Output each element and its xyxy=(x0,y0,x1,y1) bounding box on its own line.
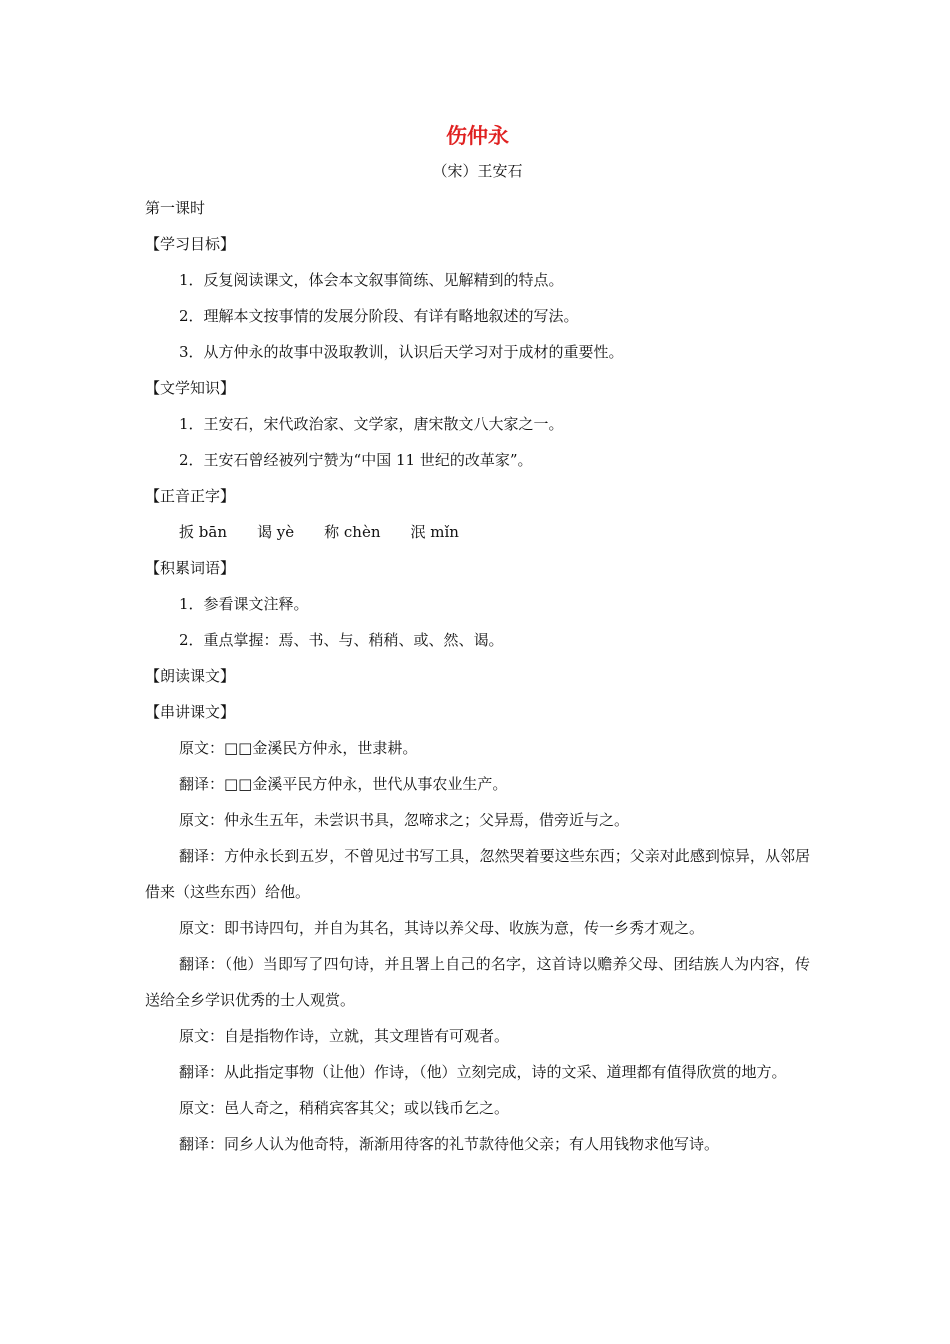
goal-item: 1．反复阅读课文，体会本文叙事简练、见解精到的特点。 xyxy=(179,271,564,289)
explain-heading: 【串讲课文】 xyxy=(145,703,236,721)
goals-heading: 【学习目标】 xyxy=(145,235,236,253)
explain-paragraph: 原文：即书诗四句，并自为其名，其诗以养父母、收族为意，传一乡秀才观之。 xyxy=(179,919,705,937)
explain-paragraph: 翻译：同乡人认为他奇特，渐渐用待客的礼节款待他父亲；有人用钱物求他写诗。 xyxy=(179,1135,720,1153)
explain-paragraph: 原文：邑人奇之，稍稍宾客其父；或以钱币乞之。 xyxy=(179,1099,510,1117)
explain-paragraph: 原文：□□金溪民方仲永，世隶耕。 xyxy=(179,739,418,757)
pronunciation-item: 扳 bān xyxy=(179,523,227,541)
document-page xyxy=(145,118,810,1162)
explain-paragraph: 原文：自是指物作诗，立就，其文理皆有可观者。 xyxy=(179,1027,510,1045)
document-title: 伤仲永 xyxy=(446,124,509,148)
document-author: （宋）王安石 xyxy=(432,162,523,180)
explain-paragraph: 翻译：（他）当即写了四句诗，并且署上自己的名字，这首诗以赡养父母、团结族人为内容，传送给全乡学识优秀的士人观赏。 xyxy=(145,955,810,1009)
goal-item: 2．理解本文按事情的发展分阶段、有详有略地叙述的写法。 xyxy=(179,307,579,325)
explain-paragraph: 翻译：方仲永长到五岁，不曾见过书写工具，忽然哭着要这些东西；父亲对此感到惊异，从邻居借来（这些东西）给他。 xyxy=(145,847,810,901)
pronunciation-item: 谒 yè xyxy=(256,523,295,541)
lesson-label: 第一课时 xyxy=(145,199,206,217)
vocab-item: 1．参看课文注释。 xyxy=(179,595,309,613)
vocab-heading: 【积累词语】 xyxy=(145,559,236,577)
goal-item: 3．从方仲永的故事中汲取教训，认识后天学习对于成材的重要性。 xyxy=(179,343,624,361)
vocab-item: 2．重点掌握：焉、书、与、稍稍、或、然、谒。 xyxy=(179,631,504,649)
knowledge-item: 2．王安石曾经被列宁赞为“中国 11 世纪的改革家”。 xyxy=(179,451,533,469)
reading-heading: 【朗读课文】 xyxy=(145,667,236,685)
pronunciation-item: 泯 mǐn xyxy=(410,523,459,541)
explain-paragraph: 原文：仲永生五年，未尝识书具，忽啼求之；父异焉，借旁近与之。 xyxy=(179,811,630,829)
explain-paragraph: 翻译：从此指定事物（让他）作诗，（他）立刻完成，诗的文采、道理都有值得欣赏的地方。 xyxy=(179,1063,787,1081)
knowledge-heading: 【文学知识】 xyxy=(145,379,236,397)
pronunciation-heading: 【正音正字】 xyxy=(145,487,236,505)
pronunciation-item: 称 chèn xyxy=(324,523,381,541)
pronunciation-row xyxy=(145,514,810,550)
knowledge-item: 1．王安石，宋代政治家、文学家，唐宋散文八大家之一。 xyxy=(179,415,564,433)
explain-paragraph: 翻译：□□金溪平民方仲永，世代从事农业生产。 xyxy=(179,775,508,793)
